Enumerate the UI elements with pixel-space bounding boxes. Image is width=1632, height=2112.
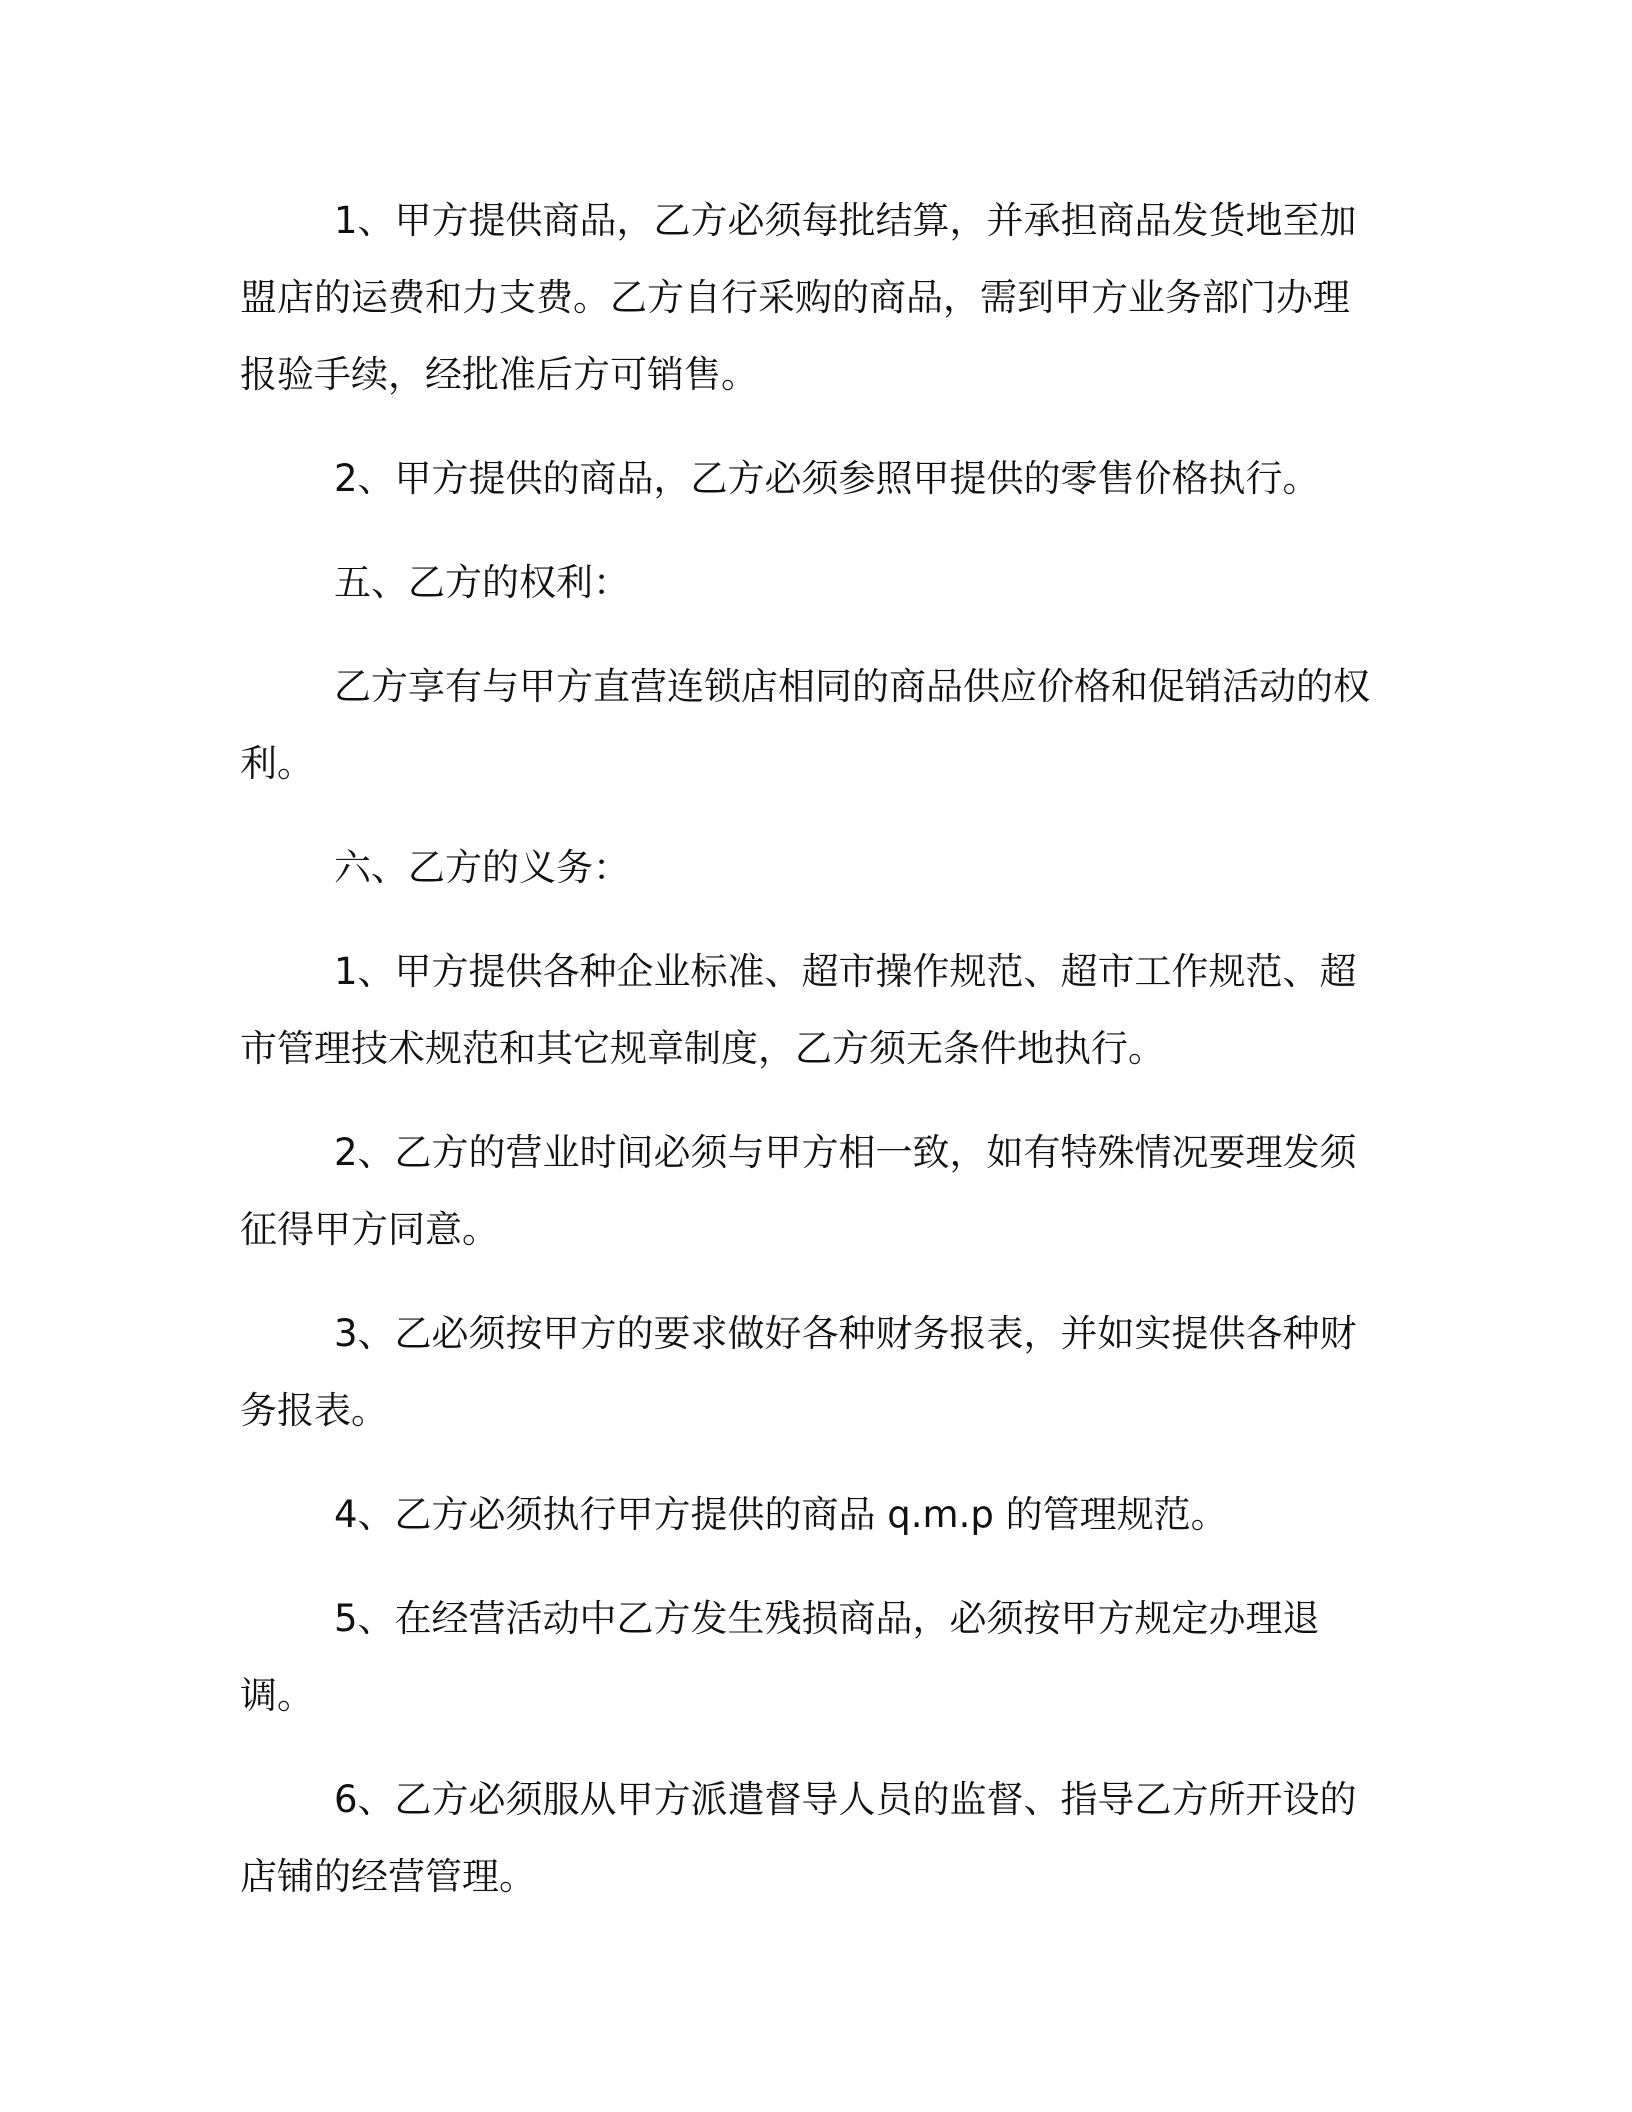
document-body <box>240 182 1380 1942</box>
clause-supply-settlement <box>240 182 1380 413</box>
section-heading-rights <box>240 544 1380 621</box>
text-line: 5、在经营活动中乙方发生残损商品，必须按甲方规定办理退调。 <box>240 1597 1320 1717</box>
clause-retail-price <box>240 440 1380 517</box>
text-line: 2、甲方提供的商品，乙方必须参照甲提供的零售价格执行。 <box>334 457 1320 500</box>
clause-obligation-5 <box>240 1580 1380 1734</box>
text-line: 1、甲方提供各种企业标准、超市操作规范、超市工作规范、超 <box>334 950 1357 993</box>
text-line: 3、乙必须按甲方的要求做好各种财务报表，并如实提供各种财 <box>334 1312 1357 1355</box>
text-line: 6、乙方必须服从甲方派遣督导人员的监督、指导乙方所开设的 <box>334 1778 1357 1821</box>
text-line: 盟店的运费和力支费。乙方自行采购的商品，需到甲方业务部门办理 <box>240 276 1350 319</box>
clause-obligation-1 <box>240 933 1380 1087</box>
clause-rights <box>240 648 1380 802</box>
clause-obligation-3 <box>240 1295 1380 1449</box>
clause-obligation-6 <box>240 1761 1380 1915</box>
section-heading-obligations <box>240 829 1380 906</box>
text-line: 利。 <box>240 742 314 785</box>
text-line: 乙方享有与甲方直营连锁店相同的商品供应价格和促销活动的权 <box>334 665 1370 708</box>
text-line: 4、乙方必须执行甲方提供的商品 q.m.p 的管理规范。 <box>334 1493 1228 1536</box>
text-line: 2、乙方的营业时间必须与甲方相一致，如有特殊情况要理发须 <box>334 1131 1357 1174</box>
clause-obligation-2 <box>240 1114 1380 1268</box>
clause-obligation-4 <box>240 1476 1380 1553</box>
text-line: 1、甲方提供商品，乙方必须每批结算，并承担商品发货地至加 <box>334 199 1357 242</box>
text-line: 六、乙方的义务： <box>334 846 630 889</box>
text-line: 市管理技术规范和其它规章制度，乙方须无条件地执行。 <box>240 1027 1165 1070</box>
text-line: 务报表。 <box>240 1389 388 1432</box>
text-line: 五、乙方的权利： <box>334 561 630 604</box>
text-line: 征得甲方同意。 <box>240 1208 499 1251</box>
text-line: 报验手续，经批准后方可销售。 <box>240 353 758 396</box>
text-line: 店铺的经营管理。 <box>240 1855 536 1898</box>
